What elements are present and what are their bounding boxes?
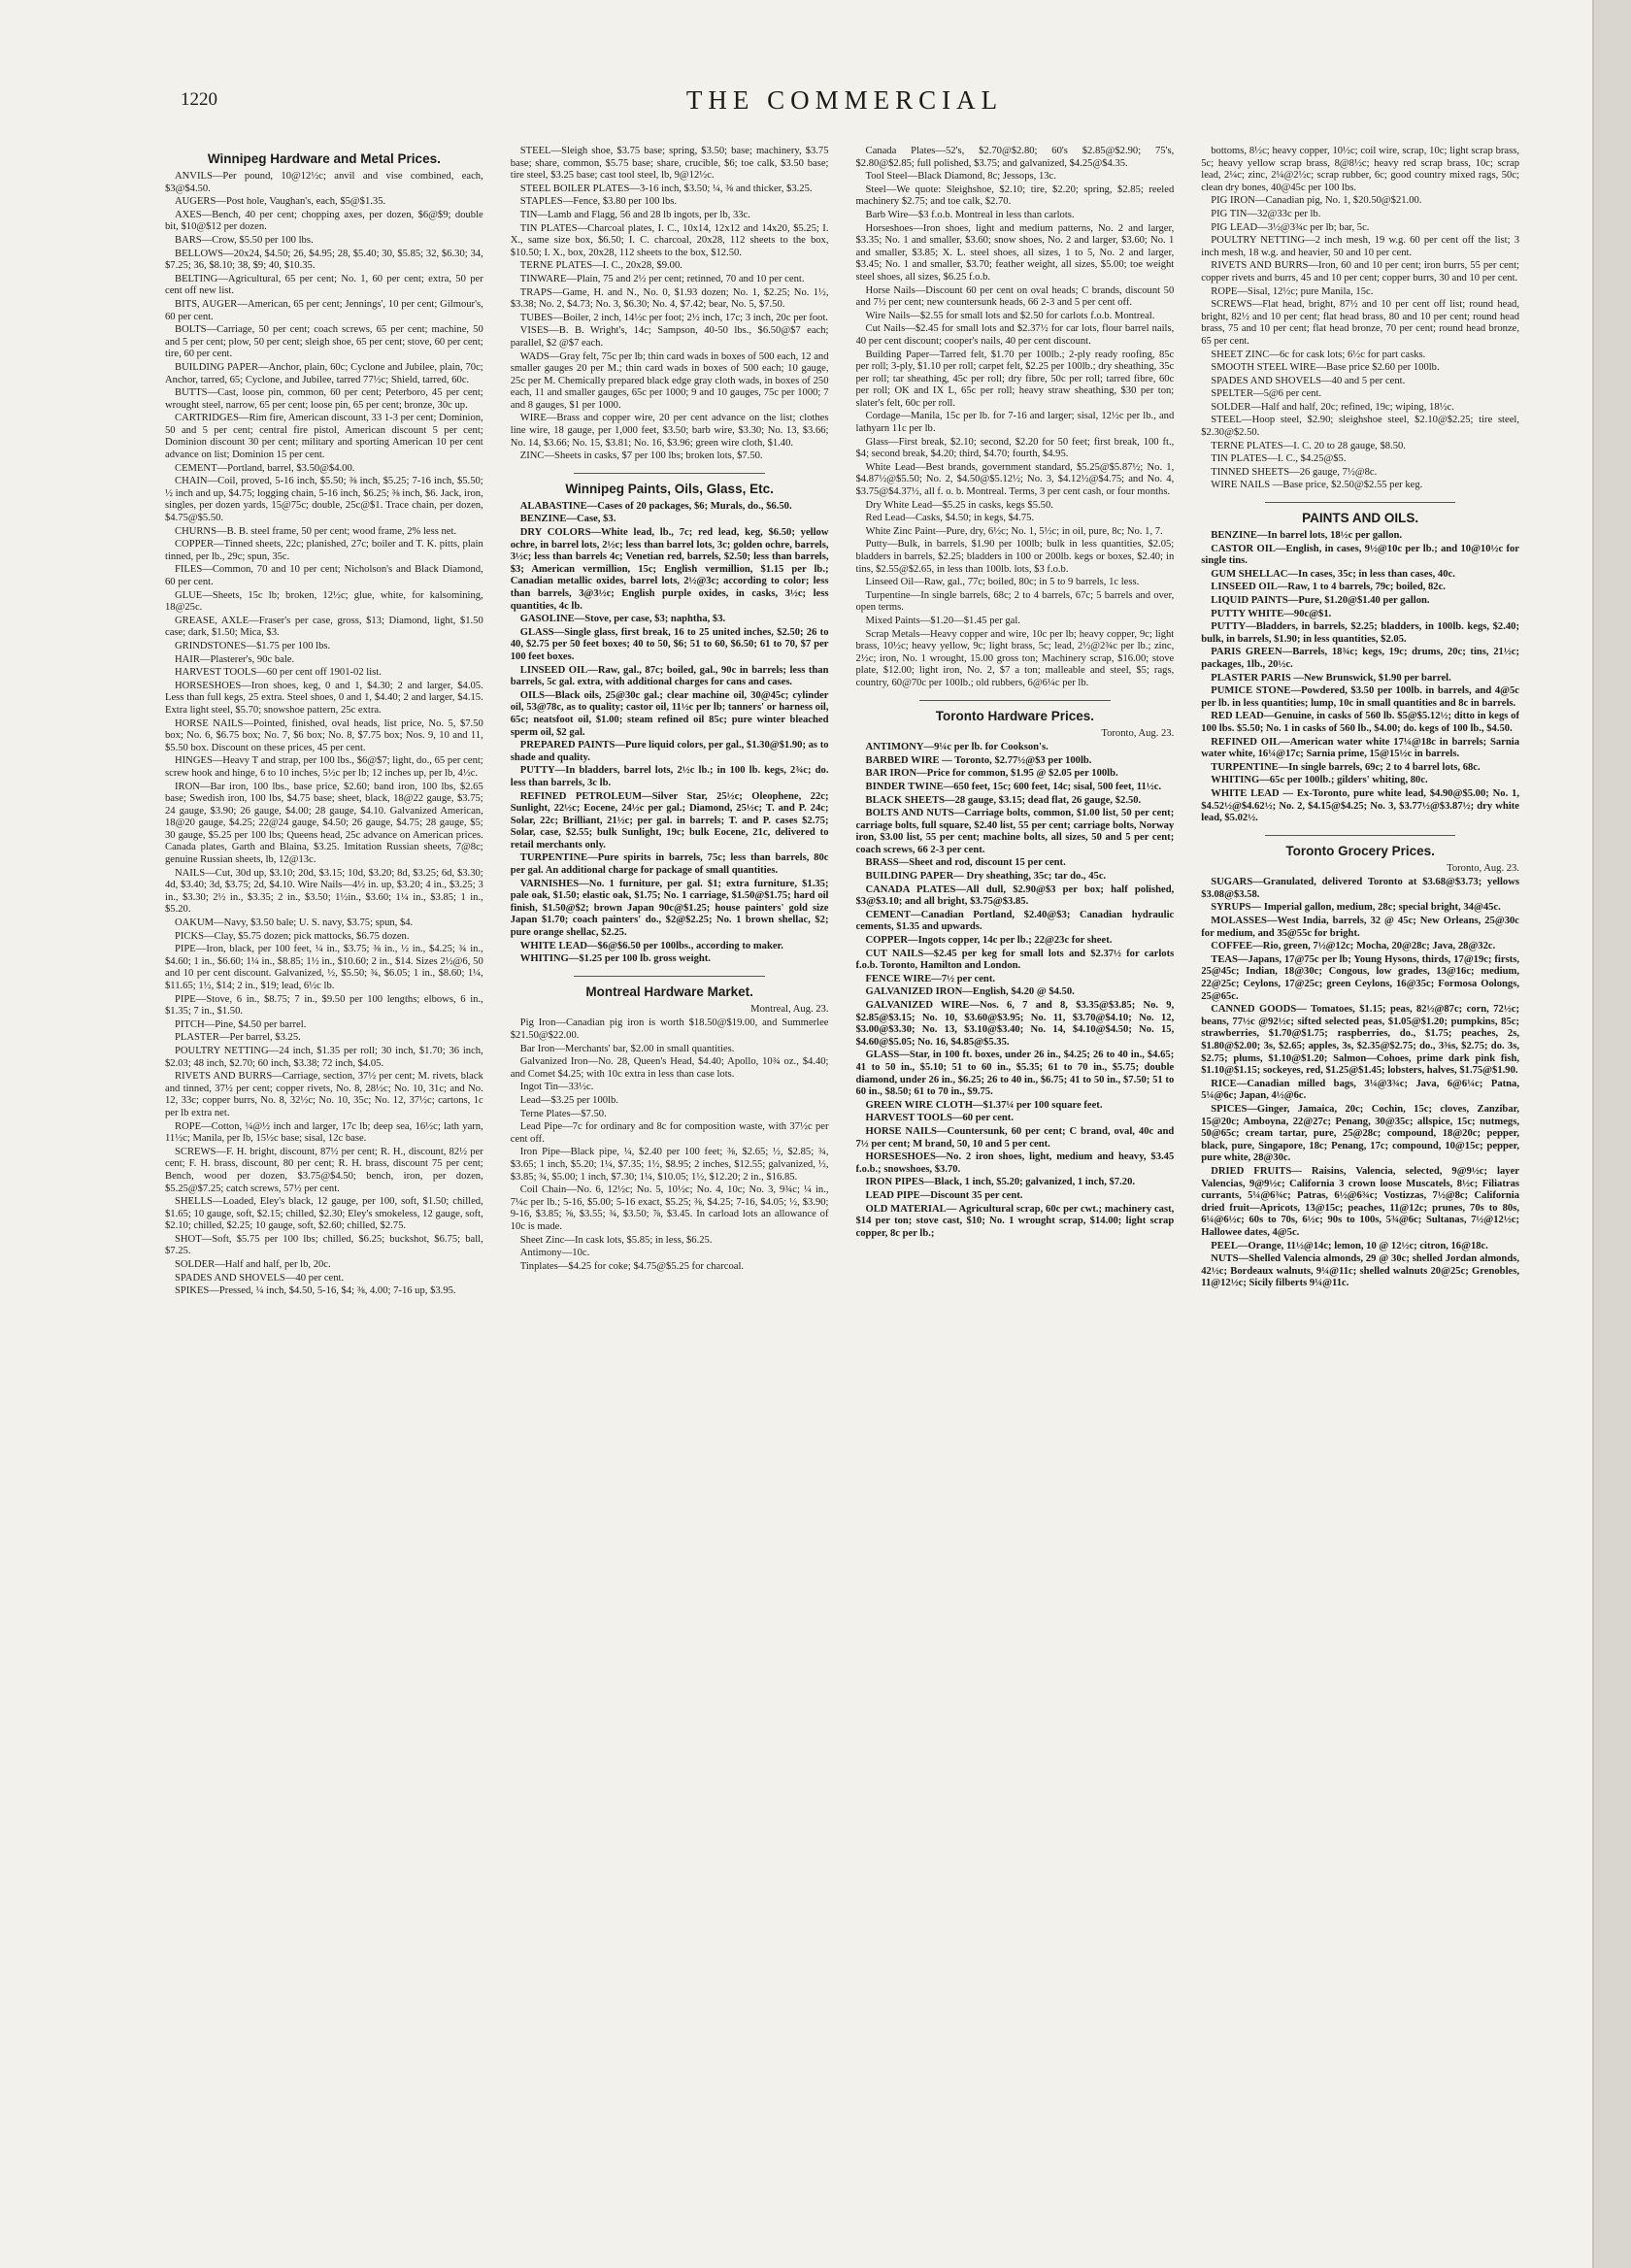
price-entry: PUTTY—Bladders, in barrels, $2.25; bladders, in 100lb. kegs, $2.40; bulk, in barrels, $1.90; in less quantities, $2.05. — [1201, 621, 1519, 645]
price-entry: Coil Chain—No. 6, 12½c; No. 5, 10½c; No. 4, 10c; No. 3, 9¾c; ¼ in., 7¼c per lb.; 5-16, $5.00; 5-16 exact, $5.25; ⅜, $4.25; 7-16, $4.05; ½, $3.90; 9-16, $3.85; ⅝, $3.55; ¾, $3.50; ⅞, $3.45. In carload lots an allowance of 10c is made. — [510, 1184, 829, 1232]
price-entry: BOLTS—Carriage, 50 per cent; coach screws, 65 per cent; machine, 50 and 5 per cent; plow, 50 per cent; sleigh shoe, 65 per cent; stove, 60 per cent; tire, 60 per cent. — [165, 324, 483, 360]
price-entry: Sheet Zinc—In cask lots, $5.85; in less, $6.25. — [519, 1234, 713, 1246]
price-entry: TINNED SHEETS—26 gauge, 7½@8c. — [1211, 466, 1378, 478]
price-entry: Lead Pipe—7c for ordinary and 8c for composition waste, with 37½c per cent off. — [510, 1121, 829, 1145]
price-entry: ROPE—Cotton, ¼@½ inch and larger, 17c lb; deep sea, 16½c; lath yarn, 11½c; Manila, per lb, 15½c base; sisal, 12c base. — [165, 1120, 483, 1145]
price-entry: SUGARS—Granulated, delivered Toronto at $3.68@$3.73; yellows $3.08@$3.58. — [1201, 877, 1519, 900]
price-entry: GLASS—Single glass, first break, 16 to 25 united inches, $2.50; 26 to 40, $2.75 per 50 feet boxes; 40 to 50, $6; 51 to 60, $6.50; 61 to 70, $7 per 100 feet boxes. — [510, 626, 829, 662]
price-entry: Iron Pipe—Black pipe, ¼, $2.40 per 100 feet; ⅜, $2.65; ½, $2.85; ¾, $3.65; 1 inch, $5.20; 1¼, $7.35; 1½, $8.95; 2 inches, $12.55; galvanized, ½, $3.85; ¾, $5.00; 1 inch, $7.30; 1¼, $10.05; 1½, $12.20; 2 in., $16.85. — [510, 1147, 829, 1183]
section-title: Winnipeg Hardware and Metal Prices. — [207, 151, 441, 166]
price-entry: PIG LEAD—3½@3¾c per lb; bar, 5c. — [1211, 221, 1370, 233]
price-entry: Linseed Oil—Raw, gal., 77c; boiled, 80c; in 5 to 9 barrels, 1c less. — [865, 577, 1140, 588]
price-entry: HARVEST TOOLS—60 per cent. — [865, 1113, 1014, 1124]
price-entry: SCREWS—Flat head, bright, 87½ and 10 per cent off list; round head, bright, 82½ and 10 per cent; flat head brass, 80 and 10 per cent; round head brass, 75 and 10 per cent; flat head bronze, 70 per cent; round head bronze, 65 per cent. — [1201, 299, 1519, 347]
price-entry: NAILS—Cut, 30d up, $3.10; 20d, $3.15; 10d, $3.20; 8d, $3.25; 6d, $3.30; 4d, $3.40; 3d, $3.75; 2d, $4.10. Wire Nails—4½ in. up, $3.20; 4 in., $3.25; 3 in., $3.30; 2½ in., $3.35; 2 in., $3.50; 1½in., $3.60; 1¼ in., $3.85; 1 in., $5.20. — [165, 867, 483, 916]
price-entry: TINWARE—Plain, 75 and 2½ per cent; retinned, 70 and 10 per cent. — [519, 273, 805, 284]
price-entry: WHITE LEAD — Ex-Toronto, pure white lead, $4.90@$5.00; No. 1, $4.52½@$4.62½; No. 2, $4.15@$4.25; No. 3, $3.77½@$3.87½; dry white lead, $5.02½. — [1201, 787, 1519, 824]
price-entry: OLD MATERIAL— Agricultural scrap, 60c per cwt.; machinery cast, $14 per ton; stove cast, $10; No. 1 wrought scrap, $14.00; light scrap copper, 8c per lb.; — [855, 1203, 1175, 1239]
price-entry: BENZINE—Case, $3. — [519, 514, 616, 525]
price-entry: POULTRY NETTING—2 inch mesh, 19 w.g. 60 per cent off the list; 3 inch mesh, 18 w.g. and heavier, 50 and 10 per cent. — [1201, 235, 1519, 258]
price-entry: White Zinc Paint—Pure, dry, 6½c; No. 1, 5½c; in oil, pure, 8c; No. 1, 7. — [865, 525, 1163, 537]
price-entry: FENCE WIRE—7½ per cent. — [865, 973, 996, 984]
section-title: PAINTS AND OILS. — [1302, 511, 1419, 526]
price-entry: IRON—Bar iron, 100 lbs., base price, $2.60; band iron, 100 lbs, $2.65 base; Swedish iron, 100 lbs, $4.75 base; sheet, black, 18@22 gauge, $3.75; 24 gauge, $3.90; 26 gauge, $4.00; 28 gauge, $4.10. Galvanized American, 18@20 gauge, $4.25; 22@24 gauge, $4.50; 26 gauge, $4.75; 28 gauge, $5; 30 gauge, $5.25 per 100 lbs; Queens head, 25c advance on American prices. Canada plates, Garth and Blaina, $3.25. Imitation Russian sheets, 7@8c; genuine Russian sheets, lb, 12@13c. — [165, 781, 483, 866]
price-entry: LIQUID PAINTS—Pure, $1.20@$1.40 per gallon. — [1211, 595, 1430, 606]
price-entry: NUTS—Shelled Valencia almonds, 29 @ 30c; shelled Jordan almonds, 42½c; Bordeaux walnuts, 9¼@11c; shelled walnuts 20@25c; Grenobles, 11@12½c; Sicily filberts 9¼@11c. — [1201, 1253, 1519, 1289]
page-edge — [1592, 0, 1631, 2268]
price-entry: Antimony—10c. — [519, 1248, 590, 1259]
price-entry: AXES—Bench, 40 per cent; chopping axes, per dozen, $6@$9; double bit, $10@$12 per dozen. — [165, 209, 483, 233]
price-entry: CUT NAILS—$2.45 per keg for small lots and $2.37½ for carlots f.o.b. Toronto, Hamilton and London. — [855, 948, 1175, 972]
price-entry: Red Lead—Casks, $4.50; in kegs, $4.75. — [865, 513, 1035, 524]
price-entry: GUM SHELLAC—In cases, 35c; in less than cases, 40c. — [1211, 568, 1455, 580]
price-entry: LINSEED OIL—Raw, gal., 87c; boiled, gal., 90c in barrels; less than barrels, 5c gal. extra, with additional charges for cans and cases. — [510, 664, 829, 688]
price-entry: CHAIN—Coil, proved, 5-16 inch, $5.50; ⅜ inch, $5.25; 7-16 inch, $5.50; ½ inch and up, $4.75; logging chain, 5-16 inch, $6.25; ⅜ inch, $6. Jack, iron, singles, per dozen yards, 15@75c; double, 25c@$1. Trace chain, per dozen, $4.75@$5.50. — [165, 476, 483, 524]
price-entry: CEMENT—Portland, barrel, $3.50@$4.00. — [175, 462, 355, 474]
price-entry: TERNE PLATES—I. C., 20x28, $9.00. — [519, 260, 682, 272]
section-divider — [574, 473, 765, 474]
price-entry: Lead—$3.25 per 100lb. — [519, 1094, 618, 1106]
price-entry: GREASE, AXLE—Fraser's per case, gross, $13; Diamond, light, $1.50 case; dark, $1.50; Mica, $3. — [165, 615, 483, 639]
price-entry: PUTTY WHITE—90c@$1. — [1211, 608, 1332, 619]
price-entry: CARTRIDGES—Rim fire, American discount, 33 1-3 per cent; Dominion, 50 and 5 per cent; central fire pistol, American discount 5 per cent; Dominion discount 30 per cent; military and sporting American 10 per cent advance on list; Dominion 15 per cent. — [165, 413, 483, 461]
price-entry: TRAPS—Game, H. and N., No. 0, $1.93 dozen; No. 1, $2.25; No. 1½, $3.38; No. 2, $4.73; No. 3, $6.30; No. 4, $7.42; bear, No. 5, $7.50. — [510, 286, 829, 311]
column-1 — [165, 146, 483, 2252]
page-header — [175, 85, 1514, 124]
price-entry: Pig Iron—Canadian pig iron is worth $18.50@$19.00, and Summerlee $21.50@$22.00. — [510, 1017, 829, 1041]
price-entry: CEMENT—Canadian Portland, $2.40@$3; Canadian hydraulic cements, $1.35 and upwards. — [855, 909, 1175, 933]
price-entry: HINGES—Heavy T and strap, per 100 lbs., $6@$7; light, do., 65 per cent; screw hook and hinge, 6 to 10 inches, 5½c per lb; 12 inches up, per lb, 4½c. — [165, 755, 483, 779]
price-entry: SHEET ZINC—6c for cask lots; 6½c for part casks. — [1211, 349, 1426, 360]
price-entry: Horse Nails—Discount 60 per cent on oval heads; C brands, discount 50 and 7½ per cent; new countersunk heads, 66 2-3 and 5 per cent off. — [855, 284, 1175, 309]
price-entry: STEEL—Hoop steel, $2.90; sleighshoe steel, $2.10@$2.25; tire steel, $2.30@$2.50. — [1201, 415, 1519, 439]
price-entry: RIVETS AND BURRS—Carriage, section, 37½ per cent; M. rivets, black and tinned, 37½ per cent; copper rivets, No. 8, 28½c; No. 10, 31c; and No. 12, 33c; copper burrs, No. 8, 32½c; No. 10, 35c; No. 12, 37½c; cartons, 1c per lb extra net. — [165, 1071, 483, 1118]
price-entry: LINSEED OIL—Raw, 1 to 4 barrels, 79c; boiled, 82c. — [1211, 582, 1446, 593]
price-entry: BUTTS—Cast, loose pin, common, 60 per cent; Peterboro, 45 per cent; wrought steel, narrow, 65 per cent; loose pin, 65 per cent; bronze, 30c up. — [165, 387, 483, 411]
price-entry: PUMICE STONE—Powdered, $3.50 per 100lb. in barrels, and 4@5c per lb. in less quantities; lump, 10c in small quantities and 8c in barrels. — [1201, 685, 1519, 709]
price-entry: WHITE LEAD—$6@$6.50 per 100lbs., according to maker. — [519, 940, 783, 951]
price-entry: Building Paper—Tarred felt, $1.70 per 100lb.; 2-ply ready roofing, 85c per roll; 3-ply, $1.10 per roll; carpet felt, $2.25 per 100lb.; dry sheathing, 35c per roll; tar sheathing, 45c per roll; dry fibre, 50c per roll; tarred fibre, 60c per roll; OK and IX L, 65c per roll; heavy straw sheathing, $30 per ton; slater's felt, 60c per roll. — [855, 349, 1175, 409]
price-entry: STEEL—Sleigh shoe, $3.75 base; spring, $3.50; base; machinery, $3.75 base; share, common, $5.75 base; share, crucible, $6; toe calk, $3.50 base; tire steel, $3.25 base; cast tool steel, lb, 9@12½c. — [510, 146, 829, 182]
price-entry: White Lead—Best brands, government standard, $5.25@$5.87½; No. 1, $4.87½@$5.50; No. 2, $4.50@$5.12½; No. 3, $4.12½@$4.75; and No. 4, $3.75@$4.37½, all f. o. b. Montreal. Terms, 3 per cent cash, or four months. — [855, 461, 1175, 498]
section-title: Toronto Hardware Prices. — [935, 708, 1095, 723]
price-entry: HORSESHOES—No. 2 iron shoes, light, medium and heavy, $3.45 f.o.b.; snowshoes, $3.70. — [855, 1151, 1175, 1175]
price-entry: GLUE—Sheets, 15c lb; broken, 12½c; glue, white, for kalsomining, 18@25c. — [165, 589, 483, 614]
section-divider — [1265, 835, 1456, 836]
price-entry: TERNE PLATES—I. C. 20 to 28 gauge, $8.50. — [1211, 440, 1406, 451]
price-entry: Tool Steel—Black Diamond, 8c; Jessops, 13c. — [865, 171, 1056, 183]
price-entry: SCREWS—F. H. bright, discount, 87½ per cent; R. H., discount, 82½ per cent; F. H. brass, discount, 80 per cent; R. H. brass, discount 75 per cent; Bench, wood per dozen, $3.75@$4.50; bench, iron, per dozen, $5.25@$7.25; catch screws, 57½ per cent. — [165, 1146, 483, 1194]
price-entry: WHITING—$1.25 per 100 lb. gross weight. — [519, 953, 711, 965]
price-entry: ANVILS—Per pound, 10@12½c; anvil and vise combined, each, $3@$4.50. — [165, 171, 483, 194]
dateline: Toronto, Aug. 23. — [1101, 727, 1175, 739]
price-entry: SHOT—Soft, $5.75 per 100 lbs; chilled, $6.25; buckshot, $6.75; ball, $7.25. — [165, 1233, 483, 1257]
price-entry: SOLDER—Half and half, 20c; refined, 19c; wiping, 18½c. — [1211, 401, 1454, 413]
price-entry: SYRUPS— Imperial gallon, medium, 28c; special bright, 34@45c. — [1211, 902, 1501, 914]
price-entry: BOLTS AND NUTS—Carriage bolts, common, $1.00 list, 50 per cent; carriage bolts, full square, $2.40 list, 55 per cent; carriage bolts, Norway iron, $3.00 list, 55 per cent; machine bolts, all sizes, 50 and 5 per cent; coach screws, 66 2-3 per cent. — [855, 808, 1175, 855]
price-entry: HORSESHOES—Iron shoes, keg, 0 and 1, $4.30; 2 and larger, $4.05. Less than full kegs, 25 extra. Steel shoes, 0 and 1, $4.40; 2 and larger, $4.15. Extra light steel, $5.70; snowshoe pattern, 25c extra. — [165, 680, 483, 716]
price-entry: PUTTY—In bladders, barrel lots, 2½c lb.; in 100 lb. kegs, 2¾c; do. less than barrels, 3c lb. — [510, 765, 829, 788]
price-entry: PEEL—Orange, 11½@14c; lemon, 10 @ 12½c; citron, 16@18c. — [1211, 1240, 1488, 1251]
dateline: Montreal, Aug. 23. — [750, 1003, 829, 1015]
price-entry: BELLOWS—20x24, $4.50; 26, $4.95; 28, $5.40; 30, $5.85; 32, $6.30; 34, $7.25; 36, $8.10; 38, $9; 40, $10.35. — [165, 248, 483, 272]
page-number: 1220 — [181, 89, 217, 110]
price-entry: AUGERS—Post hole, Vaughan's, each, $5@$1.35. — [175, 196, 386, 208]
price-entry: Turpentine—In single barrels, 68c; 2 to 4 barrels, 67c; 5 barrels and over, open terms. — [855, 589, 1175, 614]
price-entry: Dry White Lead—$5.25 in casks, kegs $5.50. — [865, 499, 1053, 511]
price-entry: HAIR—Plasterer's, 90c bale. — [175, 653, 295, 665]
price-entry: BAR IRON—Price for common, $1.95 @ $2.05 per 100lb. — [865, 768, 1118, 780]
price-entry: PITCH—Pine, $4.50 per barrel. — [175, 1018, 307, 1030]
section-title: Toronto Grocery Prices. — [1285, 843, 1435, 858]
price-entry: REFINED OIL—American water white 17¼@18c in barrels; Sarnia water white, 16¼@17c; Sarnia prime, 15@15½c in barrels. — [1201, 736, 1519, 760]
price-entry: IRON PIPES—Black, 1 inch, $5.20; galvanized, 1 inch, $7.20. — [865, 1177, 1136, 1188]
price-entry: BARS—Crow, $5.50 per 100 lbs. — [175, 234, 314, 246]
price-entry: BUILDING PAPER—Anchor, plain, 60c; Cyclone and Jubilee, plain, 70c; Anchor, tarred, 65; Cyclone, and Jubilee, tarred 77½c; Shield, tarred, 60c. — [165, 361, 483, 385]
price-entry: OILS—Black oils, 25@30c gal.; clear machine oil, 30@45c; cylinder oil, 53@78c, as to quality; castor oil, 11½c per lb; tanners' or harness oil, 65c; neatsfoot oil, $1.00; steam refined oil 85c; pure winter bleached sperm oil, $2 gal. — [510, 689, 829, 738]
price-entry: Terne Plates—$7.50. — [519, 1108, 607, 1119]
price-entry: RICE—Canadian milled bags, 3¼@3¾c; Java, 6@6¼c; Patna, 5¼@6c; Japan, 4½@6c. — [1201, 1078, 1519, 1102]
price-entry: ZINC—Sheets in casks, $7 per 100 lbs; broken lots, $7.50. — [519, 450, 763, 462]
price-entry: BUILDING PAPER— Dry sheathing, 35c; tar do., 45c. — [865, 871, 1107, 883]
price-entry: STEEL BOILER PLATES—3-16 inch, $3.50; ¼, ⅜ and thicker, $3.25. — [519, 183, 813, 194]
price-entry: OAKUM—Navy, $3.50 bale; U. S. navy, $3.75; spun, $4. — [175, 917, 414, 929]
price-entry: PARIS GREEN—Barrels, 18¾c; kegs, 19c; drums, 20c; tins, 21½c; packages, 1lb., 20½c. — [1201, 647, 1519, 670]
section-divider — [919, 700, 1111, 701]
price-entry: PIPE—Stove, 6 in., $8.75; 7 in., $9.50 per 100 lengths; elbows, 6 in., $1.35; 7 in., $1.50. — [165, 993, 483, 1017]
price-entry: Tinplates—$4.25 for coke; $4.75@$5.25 for charcoal. — [519, 1260, 745, 1272]
price-entry: CASTOR OIL—English, in cases, 9½@10c per lb.; and 10@10½c for single tins. — [1201, 543, 1519, 567]
price-entry: SPIKES—Pressed, ¼ inch, $4.50, 5-16, $4; ⅜, 4.00; 7-16 up, $3.95. — [175, 1285, 456, 1297]
price-entry: SPADES AND SHOVELS—40 and 5 per cent. — [1211, 375, 1406, 386]
price-entry: COPPER—Tinned sheets, 22c; planished, 27c; boiler and T. K. pitts, plain tinned, per lb., 29c; spun, 35c. — [165, 539, 483, 562]
price-entry: BITS, AUGER—American, 65 per cent; Jennings', 10 per cent; Gilmour's, 60 per cent. — [165, 298, 483, 322]
price-entry: HARVEST TOOLS—60 per cent off 1901-02 list. — [175, 667, 382, 679]
price-entry: Bar Iron—Merchants' bar, $2.00 in small quantities. — [519, 1043, 735, 1054]
price-entry: Cut Nails—$2.45 for small lots and $2.37½ for car lots, flour barrel nails, 40 per cent discount; cooper's nails, 40 per cent discount. — [855, 323, 1175, 347]
price-entry: TUBES—Boiler, 2 inch, 14½c per foot; 2½ inch, 17c; 3 inch, 20c per foot. — [519, 312, 829, 323]
column-4 — [1201, 146, 1519, 2252]
price-entry: SPELTER—5@6 per cent. — [1211, 388, 1322, 400]
price-entry: PREPARED PAINTS—Pure liquid colors, per gal., $1.30@$1.90; as to shade and quality. — [510, 740, 829, 763]
price-entry: GASOLINE—Stove, per case, $3; naphtha, $3. — [519, 614, 726, 625]
price-entry: TURPENTINE—In single barrels, 69c; 2 to 4 barrel lots, 68c. — [1211, 761, 1481, 773]
columns — [165, 146, 1519, 2252]
price-entry: HORSE NAILS—Pointed, finished, oval heads, list price, No. 5, $7.50 box; No. 6, $6.75 box; No. 7, $6 box; No. 8, $7.75 box; Nos. 9, 10 and 11, $5.50 box. Discount on these prices, 45 per cent. — [165, 717, 483, 753]
price-entry: GLASS—Star, in 100 ft. boxes, under 26 in., $4.25; 26 to 40 in., $4.65; 41 to 50 in., $5.10; 51 to 60 in., $5.35; 61 to 70 in., $5.75; double diamond, under 26 in., $6.25; 26 to 40 in., $6.75; 41 to 50 in., $7.50; 51 to 60 in., $8.50; 61 to 70 in., $9.75. — [855, 1050, 1175, 1098]
price-entry: TIN—Lamb and Flagg, 56 and 28 lb ingots, per lb, 33c. — [519, 209, 750, 220]
price-entry: CANADA PLATES—All dull, $2.90@$3 per box; half polished, $3@$3.10; and all bright, $3.75@$3.85. — [855, 884, 1175, 908]
price-entry: PIG IRON—Canadian pig, No. 1, $20.50@$21.00. — [1211, 195, 1422, 207]
price-entry: Ingot Tin—33½c. — [519, 1082, 594, 1093]
column-3 — [856, 146, 1175, 2252]
price-entry: WADS—Gray felt, 75c per lb; thin card wads in boxes of 500 each, 12 and smaller gauges 20 per M.; thin card wads in boxes of 500 each; 10 gauge, 25c per M. Chemically prepared black edge gray cloth wads, in boxes of 250 each, 11 and smaller gauges, 65c per 1000; 9 and 10 gauges, 75c per 1000; 7 and 8 gauges, $1 per 1000. — [510, 350, 829, 411]
price-entry: Barb Wire—$3 f.o.b. Montreal in less than carlots. — [865, 209, 1075, 220]
price-entry: HORSE NAILS—Countersunk, 60 per cent; C brand, oval, 40c and 7½ per cent; M brand, 50, 10 and 5 per cent. — [855, 1125, 1175, 1150]
section-divider — [1265, 502, 1456, 503]
price-entry: PLASTER PARIS —New Brunswick, $1.90 per barrel. — [1211, 672, 1451, 684]
price-entry: CANNED GOODS— Tomatoes, $1.15; peas, 82½@87c; corn, 72½c; beans, 77½c @92½c; sifted selected peas, $1.05@$1.20; pumpkins, 85c; strawberries, $1.70@$1.75; raspberries, do., $1.75; peaches, 2s, $1.80@$2.00; 3s, $2.65; apples, 3s, $2.35@$2.75; do., 3⅜s, $2.75; do. 3s, $2.75; plums, $1.10@$1.20; Salmon—Cohoes, prime dark pink fish, $1.10@$1.15; sockeyes, red, $1.25@$1.45; lobsters, halves, $1.75@$1.90. — [1201, 1004, 1519, 1077]
price-entry: PLASTER—Per barrel, $3.25. — [175, 1032, 301, 1044]
price-entry: ALABASTINE—Cases of 20 packages, $6; Murals, do., $6.50. — [519, 500, 792, 512]
price-entry: GRINDSTONES—$1.75 per 100 lbs. — [175, 640, 331, 651]
price-entry: bottoms, 8½c; heavy copper, 10½c; coil wire, scrap, 10c; light scrap brass, 5c; heavy yellow scrap brass, 8@8½c; heavy red scrap brass, 10c; scrap lead, 2¼c; zinc, 2¼@2½c; scrap rubber, 6c; good country mixed rags, 50c; clean dry bones, 40@45c per 100 lbs. — [1201, 146, 1519, 193]
price-entry: LEAD PIPE—Discount 35 per cent. — [865, 1189, 1023, 1201]
price-entry: GREEN WIRE CLOTH—$1.37¼ per 100 square feet. — [865, 1099, 1103, 1111]
price-entry: PIPE—Iron, black, per 100 feet, ¼ in., $3.75; ⅜ in., ½ in., $4.25; ¾ in., $4.60; 1 in., $6.60; 1¼ in., $8.85; 1½ in., $10.60; 2 in., $14. Sizes 2½@6, 50 and 10 per cent discount. Galvanized, ½, $5.50; ¾, $6.05; 1 in., $8.60; 1¼, $11.65; 1½, $14; 2 in., $19; lead, 6½c lb. — [165, 944, 483, 991]
price-entry: BRASS—Sheet and rod, discount 15 per cent. — [865, 857, 1066, 869]
price-entry: Galvanized Iron—No. 28, Queen's Head, $4.40; Apollo, 10¾ oz., $4.40; and Comet $4.25; with 10c extra in less than case lots. — [510, 1056, 829, 1080]
price-entry: ANTIMONY—9¼c per lb. for Cookson's. — [865, 742, 1048, 753]
price-entry: Canada Plates—52's, $2.70@$2.80; 60's $2.85@$2.90; 75's, $2.80@$2.85; full polished, $3.75; and galvanized, $4.25@$4.35. — [855, 146, 1175, 169]
price-entry: SPADES AND SHOVELS—40 per cent. — [175, 1272, 345, 1284]
price-entry: TIN PLATES—Charcoal plates, I. C., 10x14, 12x12 and 14x20, $5.25; I. X., same size box, $6.50; I. C. charcoal, 20x28, 112 sheets to the box, $10.50; I. X., box, 20x28, 112 sheets to the box, $12.50. — [510, 222, 829, 258]
price-entry: Wire Nails—$2.55 for small lots and $2.50 for carlots f.o.b. Montreal. — [865, 310, 1155, 321]
price-entry: WIRE—Brass and copper wire, 20 per cent advance on the list; clothes line wire, 18 gauge, per 1,000 feet, $3.50; barb wire, $3.30; No. 13, $3.66; No. 14, $3.66; No. 15, $3.81; No. 16, $3.96; green wire cloth, $1.40. — [510, 413, 829, 449]
price-entry: Cordage—Manila, 15c per lb. for 7-16 and larger; sisal, 12½c per lb., and lathyarn 11c per lb. — [855, 411, 1175, 435]
price-entry: PIG TIN—32@33c per lb. — [1211, 208, 1321, 219]
price-entry: COPPER—Ingots copper, 14c per lb.; 22@23c for sheet. — [865, 935, 1113, 947]
price-entry: WIRE NAILS —Base price, $2.50@$2.55 per keg. — [1211, 480, 1423, 491]
price-entry: DRY COLORS—White lead, lb., 7c; red lead, keg, $6.50; yellow ochre, in barrel lots, 2½c; less than barrel lots, 3c; golden ochre, barrels, 3½c; less than barrels 4c; Venetian red, barrels, $2.50; less than barrels, $3; American vermillion, 15c; English vermillion, $1.15 per lb.; Canadian metallic oxides, barrel lots, 2½@3c; according to color; less than barrels, 3@3½c; English purple oxides, in casks, 3½c; less quantities, 4c lb. — [510, 527, 829, 612]
price-entry: GALVANIZED WIRE—Nos. 6, 7 and 8, $3.35@$3.85; No. 9, $2.85@$3.15; No. 10, $3.60@$3.95; No. 11, $3.70@$4.10; No. 12, $3.00@$3.30; No. 13, $3.10@$3.40; No. 14, $4.10@$4.50; No. 15, $4.60@$5.05; No. 16, $4.85@$5.35. — [855, 1000, 1175, 1048]
price-entry: VARNISHES—No. 1 furniture, per gal. $1; extra furniture, $1.35; pale oak, $1.50; elastic oak, $1.75; No. 1 carriage, $1.50@$1.75; hard oil finish, $1.50@$2; brown Japan 90c@$1.25; house painters' gold size Japan $1.70; coach painters' do., $2@$2.25; No. 1 brown shellac, $2; pure orange shellac, $2.25. — [510, 878, 829, 939]
price-entry: MOLASSES—West India, barrels, 32 @ 45c; New Orleans, 25@30c for medium, and 35@55c for bright. — [1201, 916, 1519, 939]
price-entry: CHURNS—B. B. steel frame, 50 per cent; wood frame, 2% less net. — [175, 525, 457, 537]
price-entry: SHELLS—Loaded, Eley's black, 12 gauge, per 100, soft, $1.50; chilled, $1.65; 10 gauge, soft, $2.15; chilled, $2.30; Eley's smokeless, 12 gauge, soft, $2.10; chilled, $2.25; 10 gauge, soft, $2.60; chilled, $2.75. — [165, 1196, 483, 1232]
price-entry: SPICES—Ginger, Jamaica, 20c; Cochin, 15c; cloves, Zanzibar, 15@20c; Amboyna, 22@27c; Penang, 30@35c; allspice, 15c; nutmegs, 50@65c; cream tartar, pure, 25@28c; compound, 18@20c; pepper, black, pure, Singapore, 18c; Penang, 17c; compound, 10@15c; pepper, pure white, 28@30c. — [1201, 1103, 1519, 1164]
section-title: Winnipeg Paints, Oils, Glass, Etc. — [565, 481, 774, 496]
price-entry: VISES—B. B. Wright's, 14c; Sampson, 40-50 lbs., $6.50@$7 each; parallel, $2 @$7 each. — [510, 325, 829, 349]
price-entry: DRIED FRUITS— Raisins, Valencia, selected, 9@9½c; layer Valencias, 9@9½c; California 3 crown loose Muscatels, 8½c; Filiatras currants, 5¼@6¾c; Patras, 6½@6¾c; Vostizzas, 7½@8c; California dried fruit—Apricots, 13@15c; peaches, 11@12c; prunes, 70s to 80s, 6¼@6½c; 60s to 70s, 6½c; 90s to 100s, 5¾@6c; Sultanas, 7½@12½c; Hallowee dates, 4@5c. — [1201, 1165, 1519, 1238]
price-entry: BINDER TWINE—650 feet, 15c; 600 feet, 14c; sisal, 500 feet, 11½c. — [865, 781, 1162, 792]
price-entry: REFINED PETROLEUM—Silver Star, 25½c; Oleophene, 22c; Sunlight, 22½c; Eocene, 24½c per gal.; Diamond, 25½c; T. and P. 24c; Solar, 22c; Brilliant, 21½c; per gal. in barrels; T. and P. cases $2.75; Solar, case, $2.55; bulk Sunlight, 19c; bulk Eocene, 21c, delivered to retail merchants only. — [510, 790, 829, 850]
section-divider — [574, 976, 765, 977]
price-entry: WHITING—65c per 100lb.; gilders' whiting, 80c. — [1211, 775, 1428, 786]
price-entry: Mixed Paints—$1.20—$1.45 per gal. — [865, 615, 1020, 626]
column-2 — [511, 146, 829, 2252]
price-entry: PICKS—Clay, $5.75 dozen; pick mattocks, $6.75 dozen. — [175, 930, 410, 942]
price-entry: ROPE—Sisal, 12½c; pure Manila, 15c. — [1211, 285, 1374, 297]
price-entry: RIVETS AND BURRS—Iron, 60 and 10 per cent; iron burrs, 55 per cent; copper rivets and burrs, 45 and 10 per cent; copper burrs, 30 and 10 per cent. — [1201, 260, 1519, 284]
price-entry: TEAS—Japans, 17@75c per lb; Young Hysons, thirds, 17@19c; firsts, 25@45c; Indian, 18@30c; Congous, low grades, 13@16c; medium, 22@25c; Ceylons, 17@25c; green Ceylons, 16@35c; Formosa Oolongs, 25@65c. — [1201, 953, 1519, 1002]
price-entry: SOLDER—Half and half, per lb, 20c. — [175, 1259, 331, 1271]
price-entry: TURPENTINE—Pure spirits in barrels, 75c; less than barrels, 80c per gal. An additional charge for package of small quantities. — [510, 852, 829, 877]
price-entry: Glass—First break, $2.10; second, $2.20 for 50 feet; first break, 100 ft., $4; second break, $4.20; third, $4.70; fourth, $4.95. — [855, 436, 1175, 460]
price-entry: Horseshoes—Iron shoes, light and medium patterns, No. 2 and larger, $3.35; No. 1 and smaller, $3.60; snow shoes, No. 2 and larger, $3.60; No. 1 and smaller, $3.85; X. L. steel shoes, all sizes, 1 to 5, No. 2 and larger, $3.45; No. 1 and smaller, $3.70; feather weight, all sizes, $5.00; toe weight steel shoes, all sizes, $6.25 f.o.b. — [855, 222, 1175, 283]
price-entry: POULTRY NETTING—24 inch, $1.35 per roll; 30 inch, $1.70; 36 inch, $2.03; 48 inch, $2.70; 60 inch, $3.38; 72 inch, $4.05. — [165, 1045, 483, 1069]
price-entry: FILES—Common, 70 and 10 per cent; Nicholson's and Black Diamond, 60 per cent. — [165, 564, 483, 587]
price-entry: BELTING—Agricultural, 65 per cent; No. 1, 60 per cent; extra, 50 per cent off new list. — [165, 273, 483, 297]
price-entry: Scrap Metals—Heavy copper and wire, 10c per lb; heavy copper, 9c; light brass, 10½c; heavy yellow, 9c; light brass, 5c; lead, 2½@2¾c per lb.; zinc, 2½c; iron, No. 1 wrought, 15.00 gross ton; Machinery scrap, $16.00; stove plate, $12.00; light iron, No. 2, $7 a ton; malleable and steel, $5; rags, country, 60@70c per 100lb.; old rubbers, 6@6¼c per lb. — [855, 628, 1175, 688]
price-entry: RED LEAD—Genuine, in casks of 560 lb. $5@$5.12½; ditto in kegs of 100 lbs. $5.50; No. 1 in casks of 560 lb., $4.00; do. kegs of 100 lb., $4.50. — [1201, 711, 1519, 734]
masthead-title: THE COMMERCIAL — [685, 85, 1004, 115]
price-entry: COFFEE—Rio, green, 7½@12c; Mocha, 20@28c; Java, 28@32c. — [1211, 941, 1496, 952]
price-entry: BARBED WIRE — Toronto, $2.77½@$3 per 100lb. — [865, 754, 1092, 766]
price-entry: STAPLES—Fence, $3.80 per 100 lbs. — [519, 196, 678, 208]
price-entry: Putty—Bulk, in barrels, $1.90 per 100lb; bulk in less quantities, $2.05; bladders in barrels, $2.25; bladders in 100 or 200lb. kegs or boxes, $2.40; in tins, $2.55@$2.65, in less than 100lb. lots, $3 f.o.b. — [855, 539, 1175, 575]
price-entry: BENZINE—In barrel lots, 18½c per gallon. — [1211, 530, 1403, 542]
price-entry: GALVANIZED IRON—English, $4.20 @ $4.50. — [865, 986, 1075, 998]
price-entry: SMOOTH STEEL WIRE—Base price $2.60 per 100lb. — [1211, 362, 1440, 374]
price-entry: BLACK SHEETS—28 gauge, $3.15; dead flat, 26 gauge, $2.50. — [865, 794, 1142, 806]
price-entry: Steel—We quote: Sleighshoe, $2.10; tire, $2.20; spring, $2.85; reeled machinery $2.75; and toe calk, $2.70. — [855, 183, 1175, 208]
section-title: Montreal Hardware Market. — [585, 984, 753, 999]
dateline: Toronto, Aug. 23. — [1447, 862, 1519, 874]
price-entry: TIN PLATES—I. C., $4.25@$5. — [1211, 453, 1347, 465]
